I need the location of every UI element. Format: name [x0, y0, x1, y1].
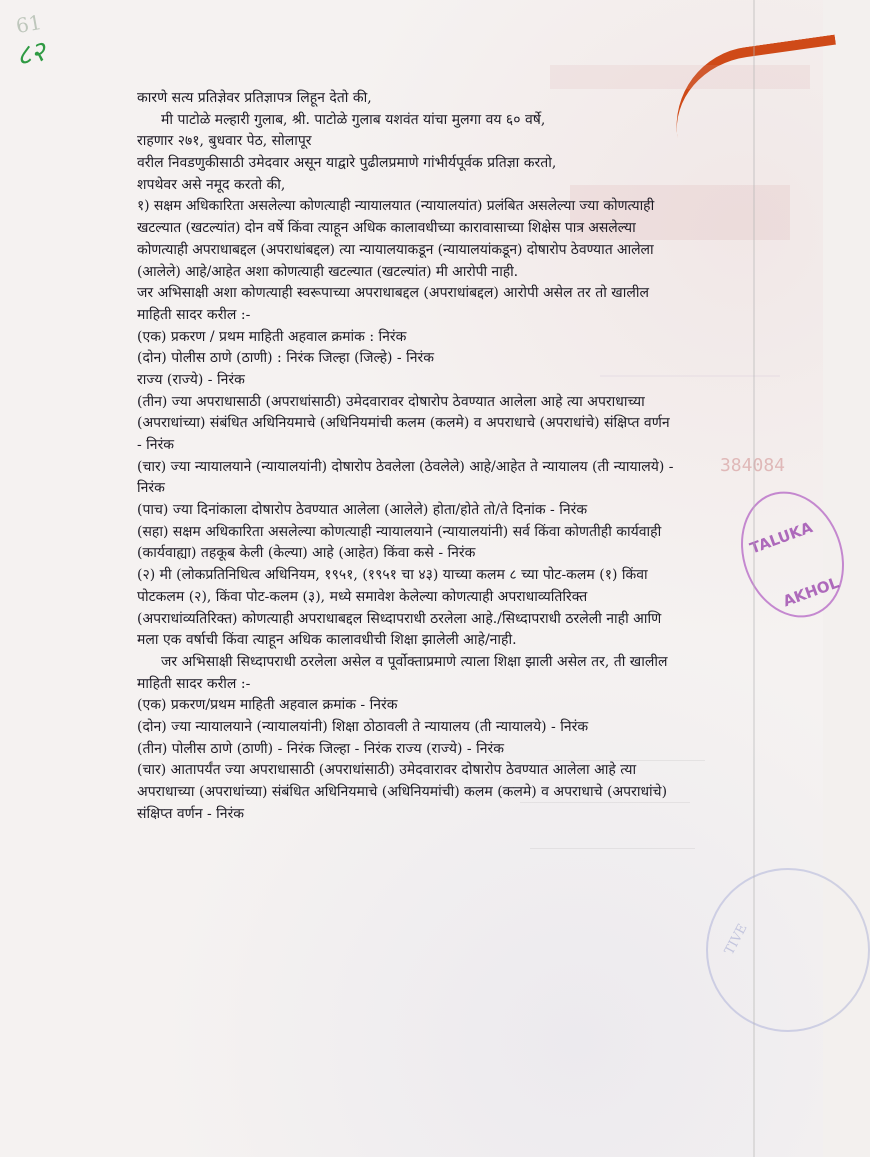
- paragraph-16: (एक) प्रकरण/प्रथम माहिती अहवाल क्रमांक - निरंक: [137, 697, 398, 714]
- paragraph-12: (पाच) ज्या दिनांकाला दोषारोप ठेवण्यात आलेला (आलेले) होता/होते तो/ते दिनांक - निरंक: [137, 502, 588, 519]
- paragraph-13: (सहा) सक्षम अधिकारिता असलेल्या कोणत्याही न्यायालयाने (न्यायालयांनी) सर्व किंवा कोणतीही कार्यवाही (कार्यवाह्या) तहकूब केली (केल्या) आहे (आहेत) किंवा कसे - निरंक: [137, 523, 662, 562]
- paragraph-2: राहणार २७१, बुधवार पेठ, सोलापूर: [137, 133, 312, 150]
- paragraph-11: (चार) ज्या न्यायालयाने (न्यायालयांनी) दोषारोप ठेवलेला (ठेवलेले) आहे/आहेत ते न्यायालय (ती न्यायालये) - निरंक: [137, 458, 674, 497]
- paragraph-14: (२) मी (लोकप्रतिनिधित्व अधिनियम, १९५१, (१९५१ चा ४३) याच्या कलम ८ च्या पोट-कलम (१) किंवा पोटकलम (२), किंवा पोट-कलम (३), मध्ये समावेश केलेल्या कोणत्याही अपराधाव्यतिरिक्त (अपराधांव्यतिरिक्त) कोणत्याही अपराधाबद्दल सिध्दापराधी ठरलेला आहे./सिध्दापराधी ठरलेली नाही आणि मला एक वर्षाची किंवा त्याहून अधिक कालावधीची शिक्षा झालेली आहे/नाही.: [137, 567, 662, 649]
- paragraph-5: १) सक्षम अधिकारिता असलेल्या कोणत्याही न्यायालयात (न्यायालयांत) प्रलंबित असलेल्या ज्या कोणत्याही खटल्यात (खटल्यांत) दोन वर्षे किंवा त्याहून अधिक कालावधीच्या कारावासाच्या शिक्षेस पात्र असलेल्या कोणत्याही अपराधाबद्दल (अपराधांबद्दल) त्या न्यायालयाकडून (न्यायालयांकडून) दोषारोप ठेवण्यात आलेला (आलेले) आहे/आहेत अशा कोणत्याही खटल्यात (खटल्यांत) मी आरोपी नाही.: [137, 198, 655, 280]
- blue-stamp-word: TIVE: [722, 921, 751, 958]
- faded-line-3: [530, 848, 695, 849]
- paragraph-15: जर अभिसाक्षी सिध्दापराधी ठरलेला असेल व पूर्वोक्ताप्रमाणे त्याला शिक्षा झाली असेल तर, ती खालील माहिती सादर करील :-: [137, 653, 668, 692]
- paragraph-0: कारणे सत्य प्रतिज्ञेवर प्रतिज्ञापत्र लिहून देतो की,: [137, 90, 372, 106]
- paragraph-1: मी पाटोळे मल्हारी गुलाब, श्री. पाटोळे गुलाब यशवंत यांचा मुलगा वय ६० वर्षे,: [161, 111, 546, 128]
- paragraph-3: वरील निवडणुकीसाठी उमेदवार असून याद्वारे पुढीलप्रमाणे गांभीर्यपूर्वक प्रतिज्ञा करतो,: [137, 155, 557, 172]
- stamp-side-number: 384084: [719, 455, 785, 476]
- paragraph-9: राज्य (राज्ये) - निरंक: [137, 371, 245, 388]
- page-number: ८२: [12, 34, 49, 73]
- stamp-bottom-word: AKHOL: [780, 573, 842, 611]
- paragraph-4: शपथेवर असे नमूद करतो की,: [137, 176, 286, 193]
- purple-round-stamp: [724, 477, 861, 632]
- paragraph-6: जर अभिसाक्षी अशा कोणत्याही स्वरूपाच्या अपराधाबद्दल (अपराधांबद्दल) आरोपी असेल तर तो खालील माहिती सादर करील :-: [137, 285, 649, 323]
- paragraph-10: (तीन) ज्या अपराधासाठी (अपराधांसाठी) उमेदवारावर दोषारोप ठेवण्यात आलेला आहे त्या अपराधाच्या (अपराधांच्या) संबंधित अधिनियमाचे (अधिनियमांची कलम (कलमे) व अपराधाचे (अपराधांचे) संक्षिप्त वर्णन - निरंक: [137, 393, 670, 453]
- blue-round-stamp: [706, 868, 870, 1032]
- fold-line: [753, 0, 755, 1157]
- paragraph-18: (तीन) पोलीस ठाणे (ठाणी) - निरंक जिल्हा - निरंक राज्य (राज्ये) - निरंक: [137, 740, 504, 757]
- document-text: [137, 88, 677, 825]
- ghost-page-number: 61: [14, 9, 44, 39]
- paragraph-8: (दोन) पोलीस ठाणे (ठाणी) : निरंक जिल्हा (जिल्हे) - निरंक: [137, 350, 434, 367]
- paragraph-17: (दोन) ज्या न्यायालयाने (न्यायालयांनी) शिक्षा ठोठावली ते न्यायालय (ती न्यायालये) - निरंक: [137, 718, 589, 735]
- paragraph-7: (एक) प्रकरण / प्रथम माहिती अहवाल क्रमांक : निरंक: [137, 328, 407, 345]
- stamp-top-word: TALUKA: [747, 518, 815, 558]
- paragraph-19: (चार) आतापर्यंत ज्या अपराधासाठी (अपराधांसाठी) उमेदवारावर दोषारोप ठेवण्यात आलेला आहे त्या अपराधाच्या (अपराधांच्या) संबंधित अधिनियमाचे (अधिनियमांची) कलम (कलमे) व अपराधाचे (अपराधांचे) संक्षिप्त वर्णन - निरंक: [137, 762, 668, 822]
